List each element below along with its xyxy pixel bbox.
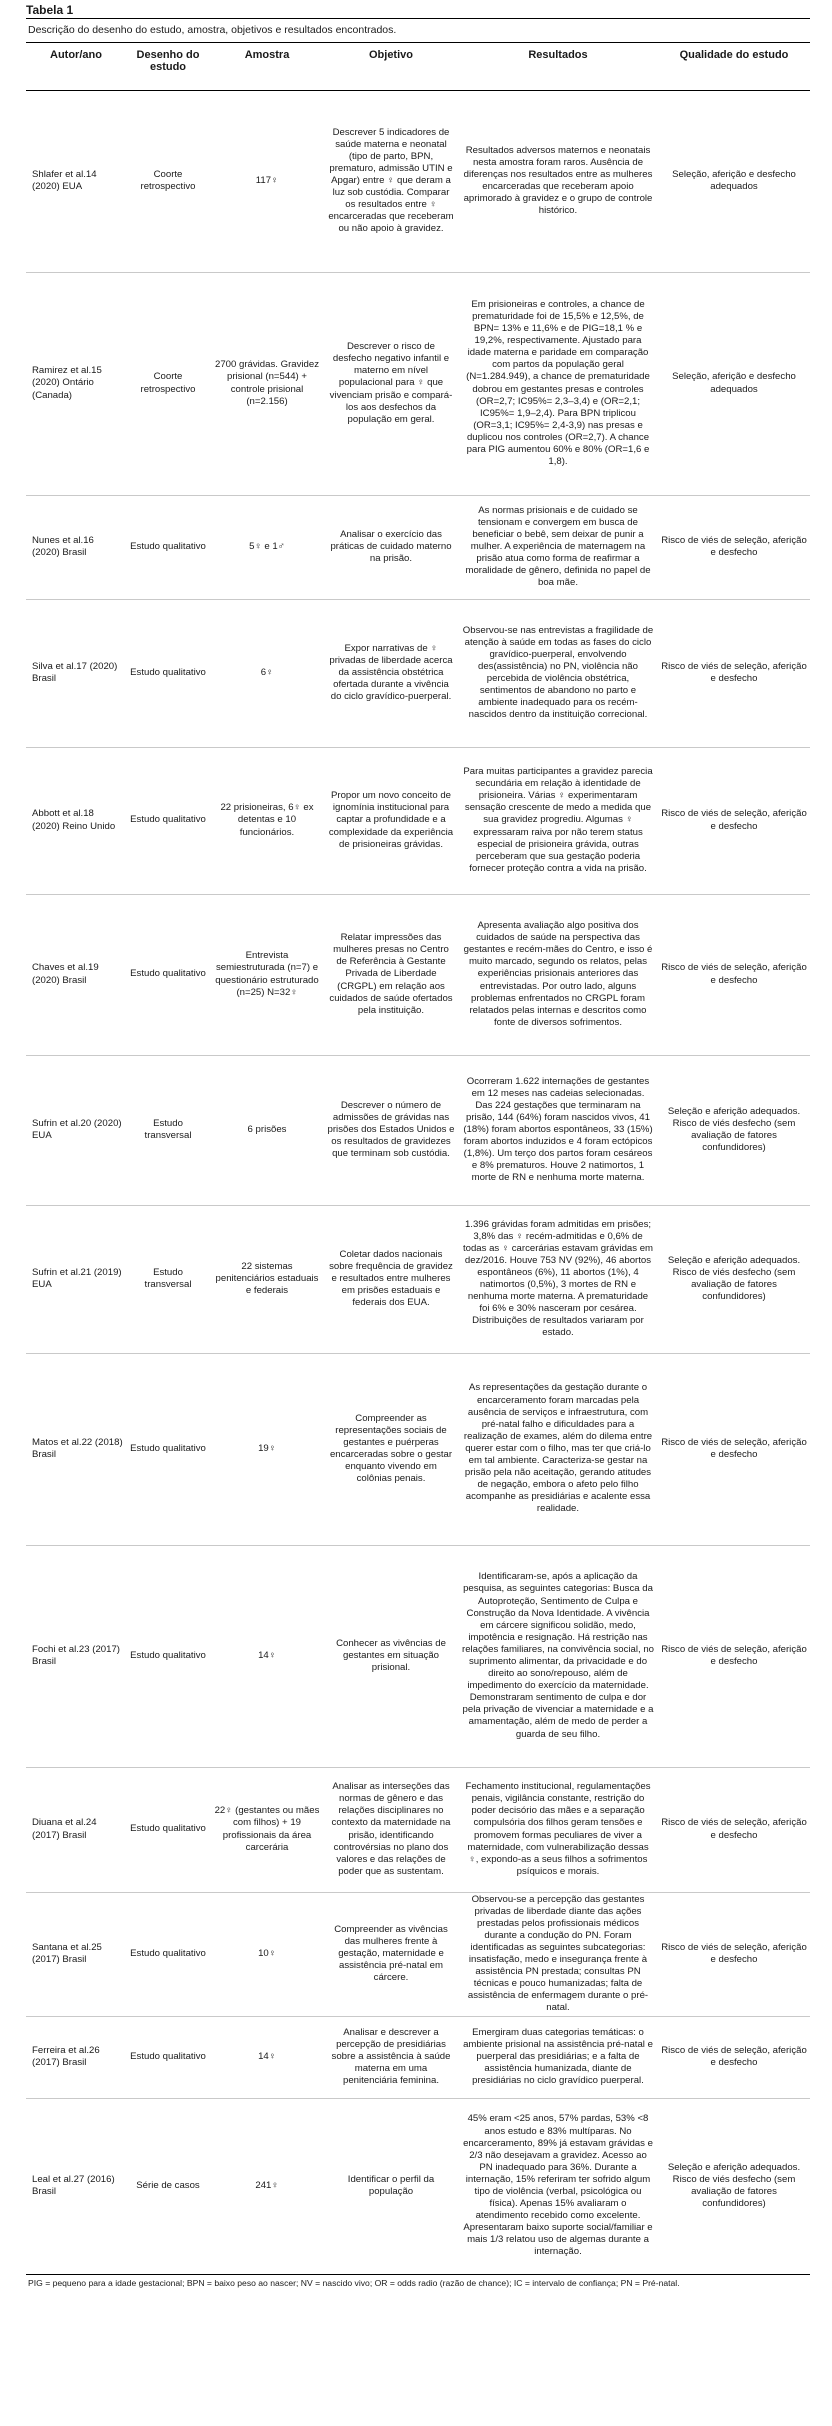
cell-sample: 22 prisioneiras, 6♀ ex detentas e 10 funcionários. — [210, 747, 324, 894]
cell-sample: 14♀ — [210, 2016, 324, 2098]
table-row — [26, 747, 810, 894]
cell-quality: Risco de viés de seleção, aferição e desfecho — [658, 1767, 810, 1892]
cell-sample: 19♀ — [210, 1353, 324, 1545]
cell-design: Estudo qualitativo — [126, 747, 210, 894]
table-row — [26, 1545, 810, 1767]
cell-quality: Seleção e aferição adequados. Risco de viés desfecho (sem avaliação de fatores confundidores) — [658, 1055, 810, 1205]
cell-sample: 2700 grávidas. Gravidez prisional (n=544) + controle prisional (n=2.156) — [210, 272, 324, 495]
cell-results: Fechamento institucional, regulamentações penais, vigilância constante, restrição do poder decisório das mães e a separação compulsória dos filhos geram tensões e promovem formas peculiares de viver a maternidade, com vulnerabilização dessas ♀, expondo-as a seus filhos a sofrimentos psíquicos e morais. — [458, 1767, 658, 1892]
cell-objective: Analisar as interseções das normas de gênero e das relações disciplinares no contexto da maternidade na prisão, identificando controvérsias no plano dos valores e das relações de poder que as sustentam. — [324, 1767, 458, 1892]
cell-sample: 6♀ — [210, 599, 324, 747]
cell-quality: Risco de viés de seleção, aferição e desfecho — [658, 1545, 810, 1767]
cell-design: Estudo transversal — [126, 1055, 210, 1205]
header-design: Desenho do estudo — [126, 43, 210, 90]
cell-author: Shlafer et al.14 (2020) EUA — [26, 90, 126, 272]
cell-quality: Seleção, aferição e desfecho adequados — [658, 90, 810, 272]
cell-sample: 10♀ — [210, 1892, 324, 2016]
table-row — [26, 1205, 810, 1353]
cell-design: Estudo qualitativo — [126, 1892, 210, 2016]
cell-author: Santana et al.25 (2017) Brasil — [26, 1892, 126, 2016]
cell-quality: Risco de viés de seleção, aferição e desfecho — [658, 747, 810, 894]
table-row — [26, 495, 810, 599]
cell-quality: Risco de viés de seleção, aferição e desfecho — [658, 2016, 810, 2098]
table-row — [26, 272, 810, 495]
cell-quality: Seleção e aferição adequados. Risco de viés desfecho (sem avaliação de fatores confundidores) — [658, 2098, 810, 2274]
cell-design: Coorte retrospectivo — [126, 272, 210, 495]
cell-design: Estudo qualitativo — [126, 1545, 210, 1767]
cell-design: Estudo qualitativo — [126, 1767, 210, 1892]
cell-results: Observou-se nas entrevistas a fragilidade de atenção à saúde em todas as fases do ciclo gravídico-puerperal, envolvendo des(assistência) no PN, violência não percebida de violência obstétrica, sentimentos de abandono no parto e ambiente inadequado para os recém-nascidos dentro da instituição correcional. — [458, 599, 658, 747]
cell-design: Coorte retrospectivo — [126, 90, 210, 272]
cell-quality: Seleção, aferição e desfecho adequados — [658, 272, 810, 495]
cell-author: Nunes et al.16 (2020) Brasil — [26, 495, 126, 599]
cell-objective: Compreender as representações sociais de gestantes e puérperas encarceradas sobre o gestar enquanto vivendo em colônias penais. — [324, 1353, 458, 1545]
cell-design: Estudo qualitativo — [126, 495, 210, 599]
cell-results: Resultados adversos maternos e neonatais nesta amostra foram raros. Ausência de diferenças nos resultados entre as mulheres encarceradas que receberam apoio aprimorado à gravidez e o grupo de controle histórico. — [458, 90, 658, 272]
cell-sample: 22 sistemas penitenciários estaduais e federais — [210, 1205, 324, 1353]
table-title: Tabela 1 — [26, 3, 810, 19]
studies-table — [26, 43, 810, 2275]
header-quality: Qualidade do estudo — [658, 43, 810, 90]
cell-design: Estudo transversal — [126, 1205, 210, 1353]
cell-author: Ferreira et al.26 (2017) Brasil — [26, 2016, 126, 2098]
table-body — [26, 90, 810, 2274]
cell-objective: Descrever 5 indicadores de saúde materna e neonatal (tipo de parto, BPN, prematuro, admissão UTIN e Apgar) entre ♀ que deram a luz sob custódia. Comparar os resultados entre ♀ encarceradas que receberam ou não apoio à gravidez. — [324, 90, 458, 272]
cell-results: As representações da gestação durante o encarceramento foram marcadas pela ausência de serviços e infraestrutura, com pré-natal falho e dificuldades para a realização de exames, além do dilema entre querer estar com o filho, mas ter que criá-lo em tal ambiente. Caracteriza-se gestar na prisão pela não aceitação, gerando atitudes de negação, embora o afeto pelo filho acompanhe as presidiárias e acalente essa realidade. — [458, 1353, 658, 1545]
cell-author: Diuana et al.24 (2017) Brasil — [26, 1767, 126, 1892]
cell-objective: Analisar e descrever a percepção de presidiárias sobre a assistência à saúde materna em uma penitenciária feminina. — [324, 2016, 458, 2098]
table-row — [26, 1767, 810, 1892]
cell-sample: 6 prisões — [210, 1055, 324, 1205]
cell-results: Apresenta avaliação algo positiva dos cuidados de saúde na perspectiva das gestantes e recém-mães do Centro, e isso é muito marcado, segundo os relatos, pelas experiências prisionais anteriores das entrevistadas. Por outro lado, alguns problemas enfrentados no CRGPL foram relatados pelas internas e descritos como fonte de diversos sofrimentos. — [458, 894, 658, 1055]
cell-objective: Coletar dados nacionais sobre frequência de gravidez e resultados entre mulheres em prisões estaduais e federais dos EUA. — [324, 1205, 458, 1353]
table-page — [26, 0, 810, 2289]
cell-author: Fochi et al.23 (2017) Brasil — [26, 1545, 126, 1767]
table-caption: Descrição do desenho do estudo, amostra, objetivos e resultados encontrados. — [26, 19, 810, 43]
cell-sample: 22♀ (gestantes ou mães com filhos) + 19 profissionais da área carcerária — [210, 1767, 324, 1892]
cell-design: Estudo qualitativo — [126, 894, 210, 1055]
cell-author: Matos et al.22 (2018) Brasil — [26, 1353, 126, 1545]
cell-quality: Risco de viés de seleção, aferição e desfecho — [658, 894, 810, 1055]
cell-design: Estudo qualitativo — [126, 599, 210, 747]
cell-objective: Expor narrativas de ♀ privadas de liberdade acerca da assistência obstétrica ofertada durante a vivência do ciclo gravídico-puerperal. — [324, 599, 458, 747]
cell-sample: 5♀ e 1♂ — [210, 495, 324, 599]
cell-quality: Risco de viés de seleção, aferição e desfecho — [658, 1353, 810, 1545]
cell-objective: Analisar o exercício das práticas de cuidado materno na prisão. — [324, 495, 458, 599]
header-results: Resultados — [458, 43, 658, 90]
cell-results: Identificaram-se, após a aplicação da pesquisa, as seguintes categorias: Busca da Autoproteção, Sentimento de Culpa e Construção da Nova Identidade. A vivência em cárcere significou solidão, medo, impotência e resignação. Há restrição nas relações familiares, na convivência social, no suprimento alimentar, da privacidade e do direito ao sono/repouso, além de impedimento do exercício da maternidade. Demonstraram sentimento de culpa e dor pela privação de vivenciar a maternidade e a amamentação, além de medo de perder a guarda de seu filho. — [458, 1545, 658, 1767]
cell-objective: Conhecer as vivências de gestantes em situação prisional. — [324, 1545, 458, 1767]
cell-sample: 241♀ — [210, 2098, 324, 2274]
cell-objective: Identificar o perfil da população — [324, 2098, 458, 2274]
table-row — [26, 1353, 810, 1545]
cell-results: Ocorreram 1.622 internações de gestantes em 12 meses nas cadeias selecionadas. Das 224 gestações que terminaram na prisão, 144 (64%) foram nascidos vivos, 41 (18%) foram abortos espontâneos, 33 (15%) foram abortos induzidos e 4 foram ectópicos (1,8%). Um terço dos partos foram cesáreos e 8% prematuros. Houve 2 natimortos, 1 morte de RN e nenhuma morte materna. — [458, 1055, 658, 1205]
table-row — [26, 1055, 810, 1205]
cell-author: Sufrin et al.20 (2020) EUA — [26, 1055, 126, 1205]
cell-quality: Risco de viés de seleção, aferição e desfecho — [658, 1892, 810, 2016]
header-objective: Objetivo — [324, 43, 458, 90]
cell-results: Em prisioneiras e controles, a chance de prematuridade foi de 15,5% e 12,5%, de BPN= 13% e 11,6% e de PIG=18,1 % e 19,2%, respectivamente. Ajustado para idade materna e paridade em comparação com partos da população geral (N=1.284.949), a chance de prematuridade dobrou em gestantes presas e controles (OR=2,7; IC95%= 2,3–3,4) e (OR=2,1; IC95%= 1,9–2,4). Para BPN triplicou (OR=3,1; IC95%= 2,4-3,9) nas presas e duplicou nos controles (OR=2,7). A chance para PIG aumentou 60% e 80% (OR=1,6 e 1,8). — [458, 272, 658, 495]
cell-results: Para muitas participantes a gravidez parecia secundária em relação à identidade de prisioneira. Várias ♀ experimentaram sensação crescente de medo a medida que sua gravidez progrediu. Algumas ♀ expressaram raiva por não terem status especial de prisioneira grávida, outras perceberam que sua gestação poderia fornecer proteção contra a vida na prisão. — [458, 747, 658, 894]
cell-results: Observou-se a percepção das gestantes privadas de liberdade diante das ações prestadas pelos profissionais médicos durante a condução do PN. Foram identificadas as seguintes subcategorias: insatisfação, medo e insegurança frente à assistência PN prestada; consultas PN técnicas e pouco humanizadas; falta de assistência de enfermagem durante o pré-natal. — [458, 1892, 658, 2016]
table-header — [26, 43, 810, 90]
cell-objective: Descrever o número de admissões de grávidas nas prisões dos Estados Unidos e os resultados de gravidezes que terminam sob custódia. — [324, 1055, 458, 1205]
cell-author: Ramirez et al.15 (2020) Ontário (Canada) — [26, 272, 126, 495]
cell-author: Chaves et al.19 (2020) Brasil — [26, 894, 126, 1055]
cell-results: As normas prisionais e de cuidado se tensionam e convergem em busca de beneficiar o bebê, sem deixar de punir a mulher. A experiência de maternagem na prisão atua como forma de reafirmar a moralidade de gênero, definida no papel de boa mãe. — [458, 495, 658, 599]
cell-results: 1.396 grávidas foram admitidas em prisões; 3,8% das ♀ recém-admitidas e 0,6% de todas as ♀ carcerárias estavam grávidas em dez/2016. Houve 753 NV (92%), 46 abortos espontâneos (6%), 11 abortos (1%), 4 natimortos (0,5%), 3 mortes de RN e nenhuma morte materna. A prematuridade foi 6% e 30% nasceram por cesárea. Distribuições de resultados variaram por estado. — [458, 1205, 658, 1353]
cell-sample: 117♀ — [210, 90, 324, 272]
header-sample: Amostra — [210, 43, 324, 90]
cell-objective: Compreender as vivências das mulheres frente à gestação, maternidade e assistência pré-natal em cárcere. — [324, 1892, 458, 2016]
cell-quality: Risco de viés de seleção, aferição e desfecho — [658, 495, 810, 599]
table-row — [26, 599, 810, 747]
cell-author: Abbott et al.18 (2020) Reino Unido — [26, 747, 126, 894]
table-row — [26, 90, 810, 272]
cell-quality: Risco de viés de seleção, aferição e desfecho — [658, 599, 810, 747]
cell-results: Emergiram duas categorias temáticas: o ambiente prisional na assistência pré-natal e puerperal das presidiárias; e a falta de assistência humanizada, diante de presidiárias no ciclo gravídico puerperal. — [458, 2016, 658, 2098]
cell-sample: 14♀ — [210, 1545, 324, 1767]
cell-author: Silva et al.17 (2020) Brasil — [26, 599, 126, 747]
header-author: Autor/ano — [26, 43, 126, 90]
cell-objective: Descrever o risco de desfecho negativo infantil e materno em nível populacional para ♀ que vivenciam prisão e compará-los aos desfechos da população em geral. — [324, 272, 458, 495]
cell-objective: Relatar impressões das mulheres presas no Centro de Referência à Gestante Privada de Liberdade (CRGPL) em relação aos cuidados de saúde ofertados pela instituição. — [324, 894, 458, 1055]
cell-author: Leal et al.27 (2016) Brasil — [26, 2098, 126, 2274]
cell-design: Série de casos — [126, 2098, 210, 2274]
table-row — [26, 1892, 810, 2016]
cell-author: Sufrin et al.21 (2019) EUA — [26, 1205, 126, 1353]
cell-objective: Propor um novo conceito de ignomínia institucional para captar a profundidade e a complexidade da experiência de prisioneiras grávidas. — [324, 747, 458, 894]
table-row — [26, 2098, 810, 2274]
cell-design: Estudo qualitativo — [126, 2016, 210, 2098]
table-row — [26, 894, 810, 1055]
table-row — [26, 2016, 810, 2098]
cell-quality: Seleção e aferição adequados. Risco de viés desfecho (sem avaliação de fatores confundidores) — [658, 1205, 810, 1353]
cell-sample: Entrevista semiestruturada (n=7) e questionário estruturado (n=25) N=32♀ — [210, 894, 324, 1055]
cell-results: 45% eram <25 anos, 57% pardas, 53% <8 anos estudo e 83% multíparas. No encarceramento, 89% já estavam grávidas e 2/3 não desejavam a gravidez. Acesso ao PN inadequado para 36%. Durante a internação, 15% referiram ter sofrido algum tipo de violência (verbal, psicológica ou física). Apenas 15% avaliaram o atendimento recebido como excelente. Apresentaram baixo suporte social/familiar e mais 1/3 relatou uso de algemas durante a internação. — [458, 2098, 658, 2274]
table-footnote: PIG = pequeno para a idade gestacional; BPN = baixo peso ao nascer; NV = nascido vivo; OR = odds radio (razão de chance); IC = intervalo de confiança; PN = Pré-natal. — [28, 2277, 680, 2288]
cell-design: Estudo qualitativo — [126, 1353, 210, 1545]
